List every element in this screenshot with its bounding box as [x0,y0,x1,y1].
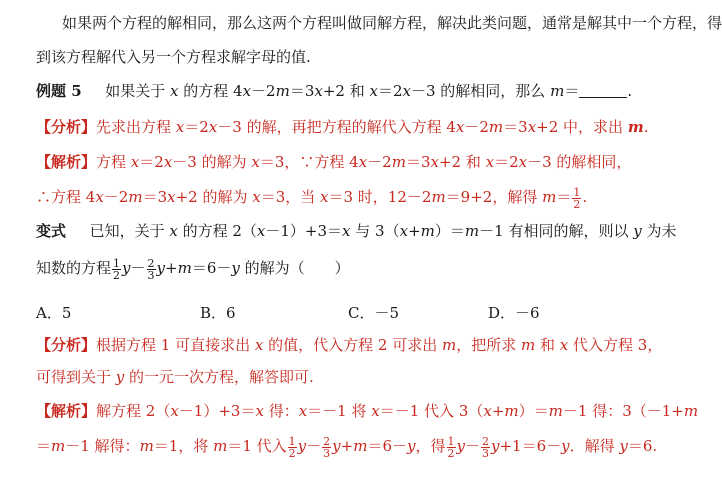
text: ＝3，当 [260,188,321,206]
text: ＝ [556,188,572,206]
variant-question-line-1 [36,222,677,240]
text: 的方程 4 [178,82,243,100]
var: x [163,153,173,171]
text: 已知，关于 [89,222,170,240]
var: m [550,82,565,100]
var: x [402,82,411,100]
text: ＝2 [184,118,209,136]
var: m [488,118,504,136]
text: 可得到关于 [36,368,116,386]
text: 如果关于 [105,82,171,100]
text: +2 和 [438,153,486,171]
var: x [254,336,264,354]
var: x [527,118,537,136]
text: －1）+3＝ [265,222,343,240]
var: y [115,368,125,386]
var: m [627,118,644,136]
intro-text-2: 到该方程解代入另一个方程求解字母的值. [36,48,311,66]
solution-1-line-a [36,153,631,171]
text: ＝－1 将 [307,402,372,420]
text: －3 的解相同，那么 [410,82,551,100]
text: 先求出方程 [96,118,176,136]
text: － [130,259,146,277]
fraction-denominator: 3 [482,446,489,460]
text: + [491,402,505,420]
intro-line-2 [36,48,311,66]
text: 的方程 2（ [177,222,257,240]
text: ＝3 [289,82,315,100]
var: m [139,437,154,455]
text: . [582,188,588,206]
text: ＝6. [627,437,658,455]
var: m [520,336,536,354]
solution-tag: 【解析】 [36,402,97,420]
fraction-denominator: 2 [573,197,581,211]
var: y [633,222,642,240]
fraction-denominator: 3 [323,446,331,460]
text: ＝ [564,82,580,100]
analysis-tag: 【分析】 [36,336,97,354]
text: . [643,118,649,136]
text: －2 [367,153,392,171]
option-label: C．－5 [348,304,400,322]
var: x [256,222,266,240]
text: －3 的解为 [172,153,252,171]
text: ＝1，将 [153,437,214,455]
var: x [320,188,329,206]
var: m [431,188,446,206]
var: m [353,437,368,455]
text: ＝1 代入 [227,437,287,455]
text: 的一元一次方程，解答即可. [124,368,314,386]
fraction [481,436,490,459]
var: m [391,153,406,171]
text: －1 有相同的解，则以 [479,222,634,240]
var: x [242,82,252,100]
fraction [112,258,121,281]
var: x [369,82,378,100]
var: y [297,437,307,455]
option-c [348,302,399,323]
text: ＝3 [503,118,528,136]
var: x [167,188,176,206]
text: ＝2 [494,153,519,171]
var: x [485,153,495,171]
analysis-tag: 【分析】 [36,118,97,136]
var: x [518,153,528,171]
var: y [491,437,500,455]
intro-text-1: 如果两个方程的解相同，那么这两个方程叫做同解方程，解决此类问题，通常是解其中一个方程，得 [62,14,722,32]
var: m [420,222,435,240]
text: ＝ [36,437,52,455]
analysis-2-line-a [36,336,662,354]
fraction-numerator: 2 [482,434,489,448]
fraction [147,258,156,281]
text: 与 3（ [350,222,400,240]
example-label: 例题 5 [36,82,82,100]
option-a [36,302,71,323]
text: ∴方程 4 [36,188,96,206]
text: +2 中，求出 [536,118,628,136]
fraction-denominator: 2 [447,446,455,460]
text: 的解为（ ） [239,259,350,277]
fraction-denominator: 2 [113,268,121,282]
text: ＝2 [139,153,164,171]
text: ＝2 [377,82,403,100]
text: －1 解得： [65,437,140,455]
var: m [464,222,480,240]
text: 知数的方程 [36,259,112,277]
text: 为未 [641,222,677,240]
text: 的值，代入方程 2 可求出 [263,336,442,354]
text: . [627,82,633,100]
text: ＝6－ [191,259,232,277]
var: x [252,188,261,206]
var: y [332,437,341,455]
fraction-numerator: 1 [573,185,581,199]
fraction-numerator: 2 [323,434,331,448]
fraction [288,436,297,459]
option-label: B．6 [200,304,236,322]
var: x [170,82,179,100]
text: 和 [535,336,560,354]
var: y [619,437,628,455]
text: ＝3 时，12－2 [328,188,432,206]
text: －3 的解，再把方程的解代入方程 4 [217,118,456,136]
text: ＝3，∵方程 4 [259,153,359,171]
var: x [95,188,104,206]
var: x [559,336,569,354]
var: x [314,82,323,100]
text: 根据方程 1 可直接求出 [96,336,255,354]
var: x [371,402,380,420]
var: x [430,153,439,171]
var: x [169,222,178,240]
var: y [122,259,131,277]
option-d [488,302,540,323]
text: +2 的解为 [175,188,253,206]
text: ．解得 [569,437,620,455]
var: m [213,437,228,455]
text: +2 和 [322,82,370,100]
text: －2 [251,82,276,100]
example-question [36,82,632,100]
text: －1 得：3（－1+ [562,402,684,420]
var: m [177,259,192,277]
fraction-one-half [572,187,581,210]
var: x [208,118,218,136]
analysis-1 [36,118,648,136]
text: 方程 [96,153,131,171]
answer-blank [579,83,627,98]
text: ＝－1 代入 3（ [379,402,484,420]
var: y [407,437,416,455]
solution-2-line-a [36,402,698,420]
text: ＝3 [405,153,431,171]
solution-2-line-b [36,432,657,460]
fraction-numerator: 1 [447,434,455,448]
var: m [51,437,66,455]
var: x [130,153,140,171]
text: －3 的解相同， [527,153,632,171]
var: x [342,222,351,240]
var: x [251,153,260,171]
var: m [548,402,563,420]
var: m [275,82,290,100]
option-b [200,302,236,323]
fraction-numerator: 1 [288,434,296,448]
text: － [306,437,322,455]
fraction-numerator: 2 [147,256,155,270]
fraction [447,436,456,459]
text: 代入方程 3， [568,336,663,354]
text: ＝9+2，解得 [445,188,543,206]
analysis-2-line-b [36,368,314,386]
text: ＝6－ [367,437,407,455]
text: ，把所求 [456,336,521,354]
text: ＝3 [142,188,168,206]
fraction [322,436,331,459]
option-label: A．5 [36,304,72,322]
var: x [483,402,492,420]
variant-question-line-2 [36,255,350,281]
var: x [255,402,264,420]
fraction-denominator: 2 [288,446,296,460]
var: x [358,153,368,171]
text: + [408,222,421,240]
text: ，得 [415,437,446,455]
text: + [340,437,354,455]
variant-label: 变式 [36,222,67,240]
var: x [455,118,465,136]
text: －1）+3＝ [178,402,256,420]
fraction-denominator: 3 [147,268,155,282]
text: ）＝ [434,222,465,240]
solution-tag: 【解析】 [36,153,97,171]
var: y [561,437,570,455]
text: － [464,437,480,455]
var: m [683,402,699,420]
text: －2 [464,118,489,136]
var: x [298,402,308,420]
text: 解方程 2（ [96,402,171,420]
var: m [441,336,457,354]
var: y [156,259,165,277]
text: + [165,259,178,277]
var: y [456,437,465,455]
var: m [542,188,557,206]
var: x [175,118,185,136]
var: y [231,259,240,277]
var: x [399,222,409,240]
var: x [170,402,179,420]
text: +1＝6－ [499,437,562,455]
text: －2 [103,188,129,206]
var: m [504,402,519,420]
text: ）＝ [518,402,549,420]
solution-1-line-b [36,184,587,210]
fraction-numerator: 1 [113,256,121,270]
var: m [128,188,143,206]
option-label: D．－6 [488,304,540,322]
intro-line-1 [62,14,722,32]
text: 得： [263,402,299,420]
